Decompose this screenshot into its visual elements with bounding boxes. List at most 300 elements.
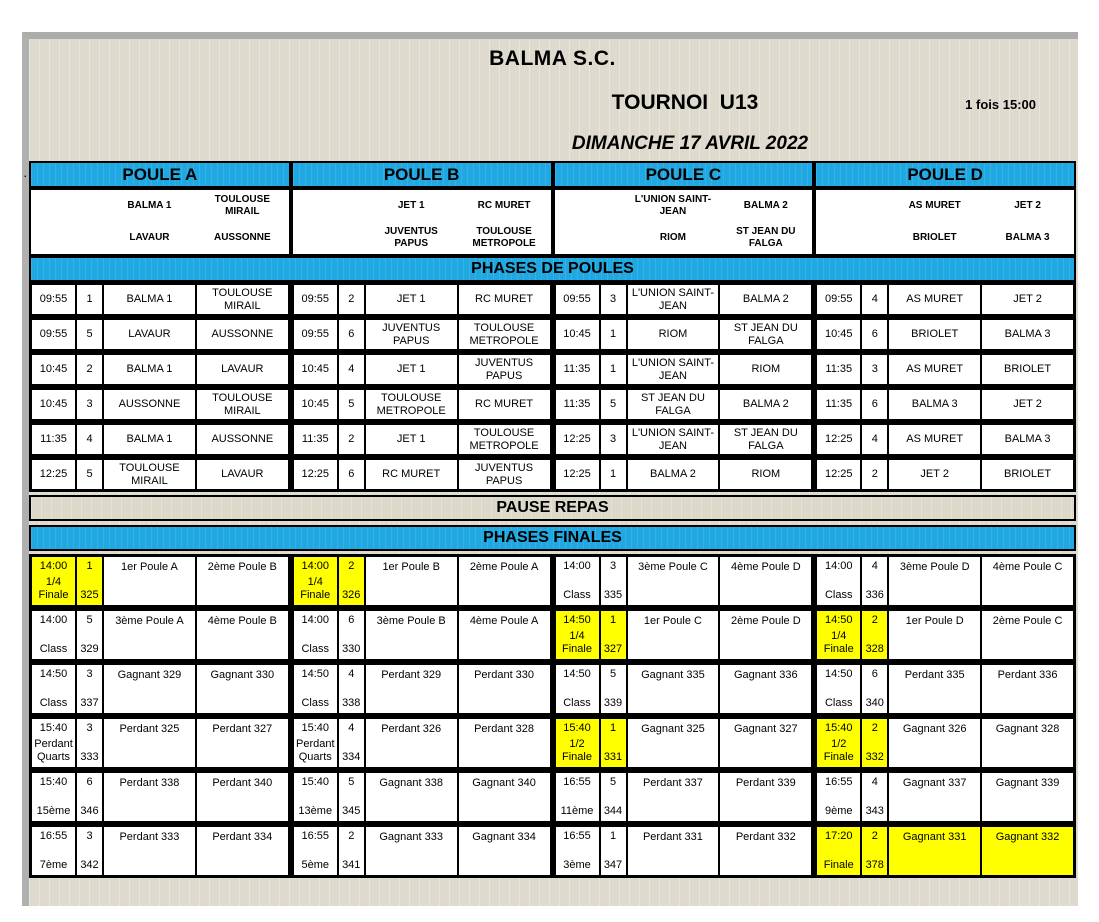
match-time: 12:25	[816, 459, 861, 490]
final-away: 2ème Poule C	[981, 610, 1074, 660]
final-match-cell	[814, 554, 1076, 608]
final-field-code	[861, 664, 888, 714]
final-stage: 1/2 Finale	[823, 737, 854, 763]
match-time: 11:35	[31, 424, 76, 455]
match-away: BRIOLET	[981, 354, 1074, 385]
match-away: LAVAUR	[196, 354, 289, 385]
final-match-cell	[291, 608, 553, 662]
final-home: 1er Poule D	[888, 610, 981, 660]
match-time: 09:55	[31, 284, 76, 315]
match-field: 1	[600, 319, 627, 350]
final-field: 3	[86, 722, 93, 734]
pool-teams-spacer	[31, 190, 103, 222]
match-time: 12:25	[816, 424, 861, 455]
final-field: 1	[609, 830, 617, 842]
final-field: 1	[609, 614, 617, 626]
match-home: BALMA 2	[627, 459, 720, 490]
final-field-code	[76, 610, 103, 660]
match-field: 6	[338, 319, 365, 350]
pool-match-cell	[291, 282, 553, 317]
final-away: Gagnant 328	[981, 718, 1074, 768]
final-code: 328	[865, 642, 884, 655]
final-time: 14:50	[824, 668, 853, 680]
final-time: 16:55	[39, 830, 68, 842]
match-home: L'UNION SAINT-JEAN	[627, 354, 720, 385]
final-field: 5	[609, 668, 617, 680]
final-home: Gagnant 329	[103, 664, 196, 714]
final-time-stage	[555, 826, 600, 876]
match-home: BALMA 1	[103, 284, 196, 315]
final-match-cell	[29, 824, 291, 878]
final-time-stage	[31, 610, 76, 660]
match-home: L'UNION SAINT-JEAN	[627, 284, 720, 315]
pool-team: RC MURET	[477, 199, 531, 211]
match-time: 10:45	[31, 389, 76, 420]
final-time: 16:55	[563, 776, 591, 788]
final-field: 5	[609, 776, 617, 788]
final-away: Perdant 327	[196, 718, 289, 768]
match-time: 12:25	[555, 459, 600, 490]
match-home: AUSSONNE	[103, 389, 196, 420]
final-stage: 1/4 Finale	[823, 629, 854, 655]
final-field: 3	[86, 830, 93, 842]
final-code: 378	[865, 858, 884, 871]
match-field: 3	[600, 424, 627, 455]
final-field: 2	[871, 830, 878, 842]
match-away: BALMA 3	[981, 424, 1074, 455]
pool-match-cell	[291, 457, 553, 492]
final-away: Gagnant 336	[719, 664, 812, 714]
final-time-stage	[293, 772, 338, 822]
final-field: 5	[348, 776, 355, 788]
pool-team: LAVAUR	[129, 231, 170, 243]
pool-teams-row	[29, 188, 1076, 256]
schedule-note: 1 fois 15:00	[965, 97, 1036, 112]
final-field-code	[861, 610, 888, 660]
final-stage: Class	[563, 696, 591, 709]
final-match-cell	[29, 554, 291, 608]
final-field-code	[338, 556, 365, 606]
final-code: 335	[603, 588, 623, 601]
final-time-stage	[816, 718, 861, 768]
final-code: 341	[342, 858, 361, 871]
final-match-cell	[553, 716, 815, 770]
pool-match-cell	[29, 317, 291, 352]
match-away: ST JEAN DU FALGA	[719, 424, 812, 455]
final-field-code	[76, 664, 103, 714]
pool-banner: POULE B	[291, 161, 553, 188]
final-stage: Class	[301, 642, 329, 655]
final-away: Gagnant 330	[196, 664, 289, 714]
final-match-row	[29, 770, 1076, 824]
match-home: AS MURET	[888, 284, 981, 315]
final-field: 4	[348, 668, 355, 680]
final-code: 337	[80, 696, 99, 709]
pool-match-cell	[553, 282, 815, 317]
final-code: 340	[865, 696, 884, 709]
final-match-cell	[814, 662, 1076, 716]
final-time-stage	[816, 610, 861, 660]
match-home: L'UNION SAINT-JEAN	[627, 424, 720, 455]
final-field-code	[76, 772, 103, 822]
match-away: JET 2	[981, 389, 1074, 420]
final-match-cell	[29, 662, 291, 716]
match-field: 5	[338, 389, 365, 420]
pool-team: ST JEAN DU FALGA	[736, 225, 796, 249]
final-code: 343	[865, 804, 884, 817]
final-code: 332	[865, 750, 884, 763]
match-home: RIOM	[627, 319, 720, 350]
final-code: 345	[342, 804, 361, 817]
match-field: 5	[600, 389, 627, 420]
pool-match-cell	[553, 317, 815, 352]
match-away: TOULOUSE MIRAIL	[196, 284, 289, 315]
final-time-stage	[293, 718, 338, 768]
final-time-stage	[816, 664, 861, 714]
final-time-stage	[816, 826, 861, 876]
match-home: TOULOUSE MIRAIL	[103, 459, 196, 490]
final-time: 14:50	[39, 668, 68, 680]
match-field: 5	[76, 319, 103, 350]
pool-teams-box	[291, 188, 553, 256]
pause-banner: PAUSE REPAS	[29, 495, 1076, 521]
final-time-stage	[555, 664, 600, 714]
final-match-cell	[29, 770, 291, 824]
final-away: 4ème Poule B	[196, 610, 289, 660]
final-field-code	[600, 610, 627, 660]
final-home: 1er Poule C	[627, 610, 720, 660]
match-home: JET 1	[365, 354, 458, 385]
final-time: 15:40	[301, 776, 330, 788]
final-time: 15:40	[563, 722, 591, 734]
pool-match-cell	[29, 282, 291, 317]
final-away: 4ème Poule C	[981, 556, 1074, 606]
final-match-row	[29, 554, 1076, 608]
match-field: 6	[338, 459, 365, 490]
final-time: 14:00	[563, 560, 591, 572]
final-code: 338	[342, 696, 361, 709]
match-away: JUVENTUS PAPUS	[458, 459, 551, 490]
pool-match-row	[29, 282, 1076, 317]
final-time-stage	[293, 826, 338, 876]
match-away: BALMA 2	[719, 284, 812, 315]
match-home: AS MURET	[888, 424, 981, 455]
final-stage: 1/2 Finale	[562, 737, 592, 763]
pool-match-cell	[553, 457, 815, 492]
final-away: Perdant 328	[458, 718, 551, 768]
pool-banner: POULE A	[29, 161, 291, 188]
final-stage: 15ème	[36, 804, 71, 817]
final-time-stage	[31, 772, 76, 822]
final-time-stage	[31, 718, 76, 768]
pool-teams-box	[29, 188, 291, 256]
match-field: 6	[861, 319, 888, 350]
match-time: 12:25	[555, 424, 600, 455]
final-code: 327	[603, 642, 623, 655]
final-stage: 3ème	[563, 858, 591, 871]
match-time: 12:25	[31, 459, 76, 490]
final-field: 2	[348, 560, 355, 572]
final-stage: Finale	[823, 858, 854, 871]
match-field: 1	[76, 284, 103, 315]
final-home: Gagnant 333	[365, 826, 458, 876]
final-time-stage	[555, 718, 600, 768]
match-time: 09:55	[293, 284, 338, 315]
final-home: 3ème Poule A	[103, 610, 196, 660]
match-away: BRIOLET	[981, 459, 1074, 490]
final-stage: Perdant Quarts	[295, 737, 335, 763]
final-away: Gagnant 334	[458, 826, 551, 876]
final-field: 6	[86, 776, 93, 788]
final-time-stage	[31, 664, 76, 714]
final-stage: Class	[824, 696, 853, 709]
final-time-stage	[31, 556, 76, 606]
final-match-cell	[291, 662, 553, 716]
pool-match-cell	[814, 317, 1076, 352]
final-stage: Class	[824, 588, 853, 601]
match-field: 4	[76, 424, 103, 455]
match-away: TOULOUSE METROPOLE	[458, 424, 551, 455]
final-code: 326	[342, 588, 361, 601]
pool-match-cell	[29, 387, 291, 422]
final-home: Perdant 335	[888, 664, 981, 714]
tournament-sheet	[24, 39, 1076, 878]
pool-team: TOULOUSE METROPOLE	[472, 225, 536, 249]
final-home: Perdant 337	[627, 772, 720, 822]
final-home: Gagnant 331	[888, 826, 981, 876]
final-home: Perdant 338	[103, 772, 196, 822]
final-match-cell	[814, 770, 1076, 824]
match-time: 10:45	[31, 354, 76, 385]
pool-phase-banner: PHASES DE POULES	[29, 256, 1076, 282]
match-field: 1	[600, 354, 627, 385]
final-time-stage	[816, 556, 861, 606]
match-field: 5	[76, 459, 103, 490]
final-match-cell	[29, 608, 291, 662]
match-away: AUSSONNE	[196, 424, 289, 455]
final-field-code	[338, 772, 365, 822]
final-match-row	[29, 608, 1076, 662]
final-code: 336	[865, 588, 884, 601]
final-match-cell	[291, 770, 553, 824]
pool-match-cell	[291, 387, 553, 422]
final-stage: Perdant Quarts	[34, 737, 73, 763]
pool-match-cell	[553, 352, 815, 387]
final-code: 339	[603, 696, 623, 709]
final-away: 2ème Poule D	[719, 610, 812, 660]
final-away: Gagnant 339	[981, 772, 1074, 822]
pool-team: AS MURET	[908, 199, 961, 211]
final-match-row	[29, 716, 1076, 770]
final-field: 4	[871, 776, 878, 788]
final-code: 342	[80, 858, 99, 871]
final-field-code	[76, 718, 103, 768]
pool-team: BRIOLET	[912, 231, 957, 243]
final-away: 4ème Poule D	[719, 556, 812, 606]
final-field: 6	[348, 614, 355, 626]
pool-teams-spacer	[31, 222, 103, 254]
match-time: 10:45	[293, 389, 338, 420]
match-away: BALMA 3	[981, 319, 1074, 350]
final-match-cell	[553, 770, 815, 824]
final-time-stage	[31, 826, 76, 876]
match-home: BALMA 1	[103, 354, 196, 385]
final-code: 334	[342, 750, 361, 763]
final-away: Perdant 332	[719, 826, 812, 876]
final-away: 2ème Poule A	[458, 556, 551, 606]
final-away: Gagnant 327	[719, 718, 812, 768]
pool-match-cell	[814, 422, 1076, 457]
tournament-title: TOURNOI U13	[611, 91, 759, 114]
final-home: Perdant 325	[103, 718, 196, 768]
pool-match-cell	[814, 387, 1076, 422]
final-stage: 1/4 Finale	[38, 575, 69, 601]
match-field: 4	[861, 424, 888, 455]
final-time: 15:40	[39, 722, 68, 734]
final-home: Perdant 329	[365, 664, 458, 714]
pool-match-cell	[29, 457, 291, 492]
final-code: 333	[80, 750, 99, 763]
final-match-cell	[291, 554, 553, 608]
match-home: BALMA 1	[103, 424, 196, 455]
final-home: 1er Poule A	[103, 556, 196, 606]
final-time-stage	[293, 610, 338, 660]
final-time: 16:55	[563, 830, 591, 842]
final-away: 2ème Poule B	[196, 556, 289, 606]
match-field: 1	[600, 459, 627, 490]
final-time: 14:50	[563, 614, 591, 626]
match-away: RIOM	[719, 354, 812, 385]
final-time-stage	[816, 772, 861, 822]
pool-matches-table	[29, 282, 1076, 492]
final-stage: 11ème	[560, 804, 594, 817]
final-match-cell	[814, 824, 1076, 878]
page-frame	[22, 32, 1078, 906]
match-time: 11:35	[555, 354, 600, 385]
final-stage: Class	[563, 588, 591, 601]
final-field-code	[861, 718, 888, 768]
pool-match-row	[29, 317, 1076, 352]
match-time: 09:55	[555, 284, 600, 315]
match-away: TOULOUSE METROPOLE	[458, 319, 551, 350]
match-away: ST JEAN DU FALGA	[719, 319, 812, 350]
match-home: BRIOLET	[888, 319, 981, 350]
match-time: 09:55	[31, 319, 76, 350]
match-away: LAVAUR	[196, 459, 289, 490]
final-stage: Class	[301, 696, 329, 709]
match-away: BALMA 2	[719, 389, 812, 420]
pool-team: BALMA 2	[743, 199, 788, 211]
final-code: 325	[80, 588, 99, 601]
pool-match-row	[29, 387, 1076, 422]
final-field: 3	[86, 668, 93, 680]
final-stage: 7ème	[39, 858, 68, 871]
pool-teams-spacer	[293, 222, 365, 254]
final-field-code	[861, 556, 888, 606]
final-home: 3ème Poule D	[888, 556, 981, 606]
pool-match-cell	[291, 422, 553, 457]
pool-team: JUVENTUS PAPUS	[384, 225, 438, 249]
final-home: Perdant 333	[103, 826, 196, 876]
final-match-row	[29, 662, 1076, 716]
final-time: 15:40	[301, 722, 330, 734]
match-home: JET 1	[365, 284, 458, 315]
final-time: 14:00	[301, 560, 330, 572]
final-match-cell	[29, 716, 291, 770]
match-field: 6	[861, 389, 888, 420]
pool-match-cell	[29, 352, 291, 387]
final-field: 2	[871, 722, 878, 734]
final-home: Gagnant 338	[365, 772, 458, 822]
final-time: 14:00	[39, 560, 68, 572]
match-home: ST JEAN DU FALGA	[627, 389, 720, 420]
match-away: JET 2	[981, 284, 1074, 315]
final-code: 329	[80, 642, 99, 655]
match-home: BALMA 3	[888, 389, 981, 420]
final-field: 3	[609, 560, 617, 572]
match-field: 2	[76, 354, 103, 385]
pool-match-cell	[291, 317, 553, 352]
match-away: RIOM	[719, 459, 812, 490]
final-time-stage	[555, 610, 600, 660]
final-time-stage	[555, 556, 600, 606]
final-home: Perdant 326	[365, 718, 458, 768]
final-time: 14:50	[824, 614, 853, 626]
final-home: Perdant 331	[627, 826, 720, 876]
pool-banners-row	[29, 161, 1076, 188]
final-home: Gagnant 326	[888, 718, 981, 768]
match-field: 3	[76, 389, 103, 420]
final-field-code	[338, 664, 365, 714]
match-home: JET 1	[365, 424, 458, 455]
final-time: 17:20	[824, 830, 853, 842]
pool-teams-box	[553, 188, 815, 256]
final-match-cell	[814, 716, 1076, 770]
final-time: 16:55	[824, 776, 853, 788]
final-stage: 1/4 Finale	[562, 629, 592, 655]
final-away: 4ème Poule A	[458, 610, 551, 660]
match-home: AS MURET	[888, 354, 981, 385]
final-away: Perdant 336	[981, 664, 1074, 714]
final-away: Perdant 334	[196, 826, 289, 876]
final-code: 346	[80, 804, 99, 817]
match-home: JET 2	[888, 459, 981, 490]
pool-match-cell	[291, 352, 553, 387]
match-field: 3	[861, 354, 888, 385]
final-away: Perdant 330	[458, 664, 551, 714]
pool-match-cell	[553, 387, 815, 422]
final-match-cell	[291, 716, 553, 770]
final-time: 14:50	[301, 668, 330, 680]
pool-match-cell	[29, 422, 291, 457]
match-field: 2	[338, 424, 365, 455]
match-time: 11:35	[816, 354, 861, 385]
pool-match-cell	[553, 422, 815, 457]
match-time: 09:55	[293, 319, 338, 350]
pool-match-cell	[814, 457, 1076, 492]
final-field-code	[600, 718, 627, 768]
final-match-cell	[553, 662, 815, 716]
final-matches-table	[29, 554, 1076, 878]
final-time: 15:40	[39, 776, 68, 788]
pool-team: L'UNION SAINT-JEAN	[634, 193, 712, 217]
pool-team: JET 2	[1014, 199, 1041, 211]
match-home: RC MURET	[365, 459, 458, 490]
final-field-code	[600, 556, 627, 606]
final-stage: 1/4 Finale	[300, 575, 331, 601]
final-match-cell	[814, 608, 1076, 662]
final-time: 14:00	[301, 614, 330, 626]
